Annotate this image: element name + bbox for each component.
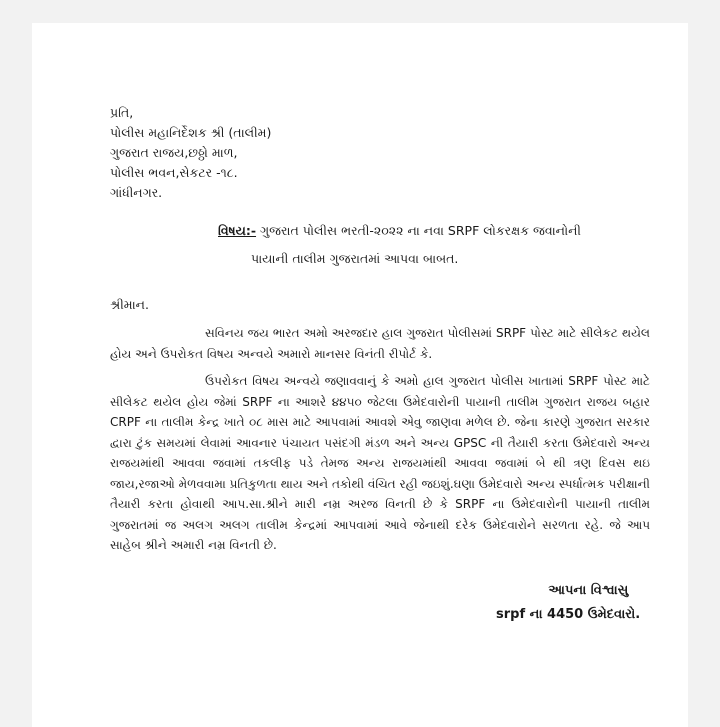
paragraph-2 [110, 371, 650, 556]
closing-signature [496, 579, 640, 627]
subject-block [218, 220, 581, 270]
paragraph-2-text: ઉપરોકત વિષય અન્વયે જણાવવાનું કે અમો હાલ ગુજરાત પોલીસ ખાતામાં SRPF પોસ્ટ માટે સીલેકટ થયેલ હોય જેમાં SRPF ના આશરે ૪૪૫૦ જેટલા ઉમેદવારોની પાયાની તાલીમ ગુજરાત રાજય બહાર CRPF ના તાલીમ કેન્દ્ર ખાતે ૦૮ માસ માટે આપવામાં આવશે એવુ જાણવા મળેલ છે. જેના કારણે ગુજરાત સરકાર દ્વારા ટુંક સમયમાં લેવામાં આવનાર પંચાયત પસંદગી મંડળ અને અન્ય GPSC ની તૈયારી કરતા ઉમેદવારો અન્ય રાજયમાંથી આવવા જવામાં તકલીફ પડે તેમજ અન્ય રાજયમાંથી આવવા જવામાં બે થી ત્રણ દિવસ થઇ જાય,રજાઓ મેળવવામા પ્રતિકુળતા થાય અને તકોથી વંચિત રહી જઇશું.ઘણા ઉમેદવારો અન્ય સ્પર્ધાત્મક પરીક્ષાની તૈયારી કરતા હોવાથી આપ.સા.શ્રીને મારી નમ્ર અરજ વિનતી છે કે SRPF ના ઉમેદવારોની પાયાની તાલીમ ગુજરાતમાં જ અલગ અલગ તાલીમ કેન્દ્રમાં આપવામાં આવે જેનાથી દરેક ઉમેદવારોને સરળતા રહે. જે આપ સાહેબ શ્રીને અમારી નમ્ર વિનતી છે. [110, 374, 650, 552]
subject-line-2: પાયાની તાલીમ ગુજરાતમાં આપવા બાબત. [251, 251, 459, 266]
address-line: પોલીસ મહાનિર્દેશક શ્રી (તાલીમ) [110, 125, 272, 140]
paragraph-1-text: સવિનય જય ભારત અમો અરજદાર હાલ ગુજરાત પોલીસમાં SRPF પોસ્ટ માટે સીલેકટ થયેલ હોય અને ઉપરોકત વિષય અન્વયે અમારો માનસર વિનંતી રીપોર્ટ કે. [110, 326, 650, 361]
salutation: શ્રીમાન. [110, 297, 149, 312]
address-line: પોલીસ ભવન,સેકટર -૧૮. [110, 165, 238, 180]
closing-line-2: srpf ના 4450 ઉમેદવારો. [496, 607, 641, 622]
closing-line-1: આપના વિશ્વાસુ [548, 583, 629, 598]
recipient-address [110, 103, 271, 203]
address-line: પ્રતિ, [110, 105, 134, 120]
address-line: ગુજરાત રાજય,છઠ્ઠો માળ, [110, 145, 238, 160]
address-line: ગાંધીનગર. [110, 185, 163, 200]
letter-page [32, 23, 688, 727]
subject-label: વિષય:- [218, 223, 257, 238]
subject-line-1: ગુજરાત પોલીસ ભરતી-૨૦૨૨ ના નવા SRPF લોકરક્ષક જવાનોની [256, 223, 581, 238]
paragraph-1 [110, 323, 650, 364]
